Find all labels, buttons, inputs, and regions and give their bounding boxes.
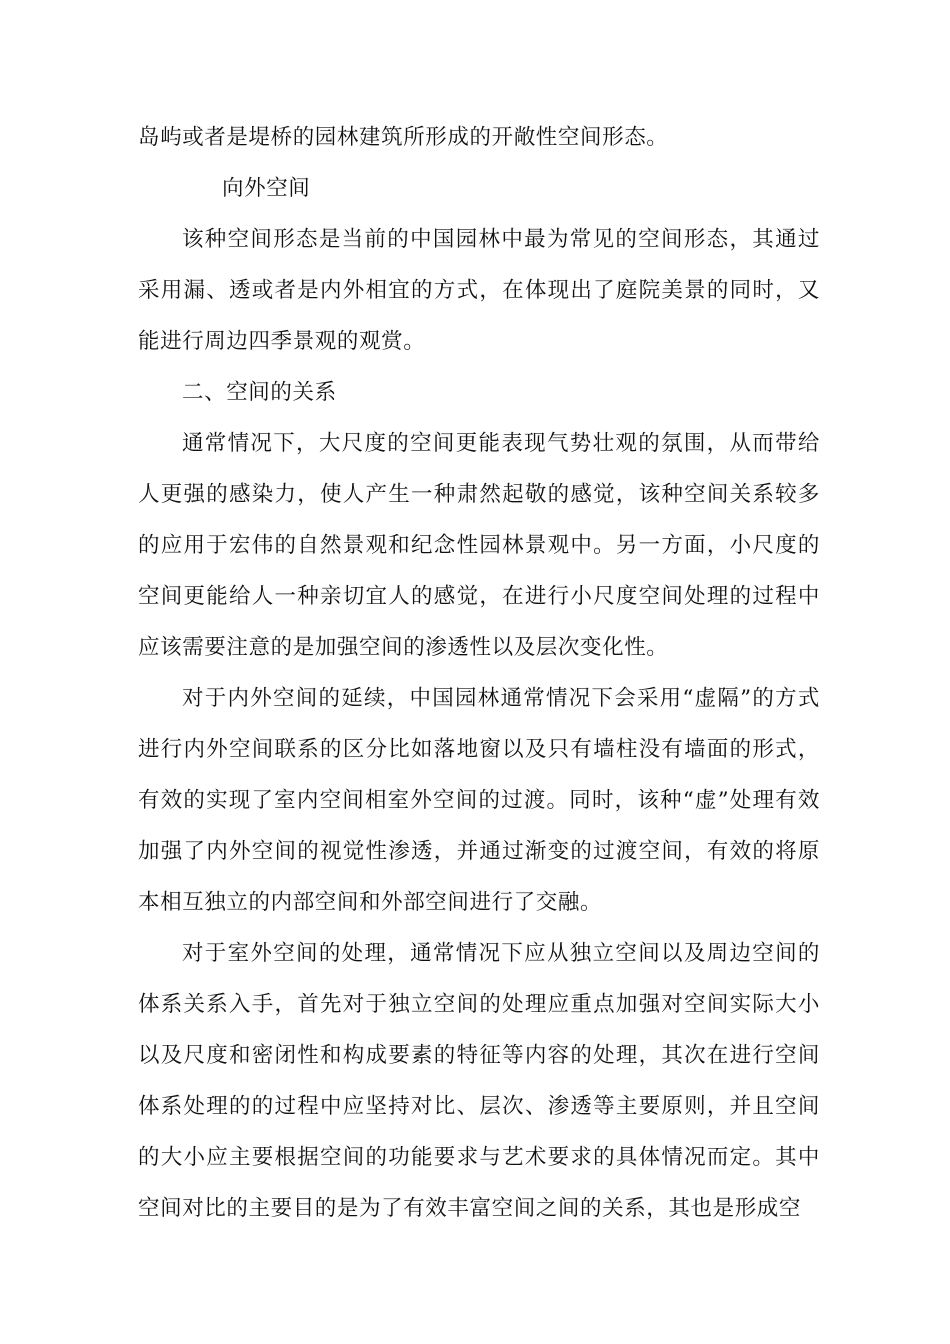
document-body bbox=[138, 112, 820, 1234]
paragraph-scale: 通常情况下，大尺度的空间更能表现气势壮观的氛围，从而带给人更强的感染力，使人产生一种肃然起敬的感觉，该种空间关系较多的应用于宏伟的自然景观和纪念性园林景观中。另一方面，小尺度的空间更能给人一种亲切宜人的感觉，在进行小尺度空间处理的过程中应该需要注意的是加强空间的渗透性以及层次变化性。 bbox=[138, 431, 820, 660]
paragraph-outdoor-space: 对于室外空间的处理，通常情况下应从独立空间以及周边空间的体系关系入手，首先对于独立空间的处理应重点加强对空间实际大小以及尺度和密闭性和构成要素的特征等内容的处理，其次在进行空间体系处理的的过程中应坚持对比、层次、渗透等主要原则，并且空间的大小应主要根据空间的功能要求与艺术要求的具体情况而定。其中空间对比的主要目的是为了有效丰富空间之间的关系，其也是形成空 bbox=[138, 941, 820, 1221]
section-heading-space-relation: 二、空间的关系 bbox=[182, 380, 337, 405]
paragraph-continuation: 岛屿或者是堤桥的园林建筑所形成的开敞性空间形态。 bbox=[138, 125, 669, 150]
paragraph-outward-space: 该种空间形态是当前的中国园林中最为常见的空间形态，其通过采用漏、透或者是内外相宜的方式，在体现出了庭院美景的同时，又能进行周边四季景观的观赏。 bbox=[138, 227, 820, 354]
section-heading-outward-space: 向外空间 bbox=[222, 176, 311, 201]
paragraph-inner-outer-continuity: 对于内外空间的延续，中国园林通常情况下会采用“虚隔”的方式进行内外空间联系的区分比如落地窗以及只有墙柱没有墙面的形式，有效的实现了室内空间相室外空间的过渡。同时，该种“虚”处理有效加强了内外空间的视觉性渗透，并通过渐变的过渡空间，有效的将原本相互独立的内部空间和外部空间进行了交融。 bbox=[138, 686, 820, 915]
